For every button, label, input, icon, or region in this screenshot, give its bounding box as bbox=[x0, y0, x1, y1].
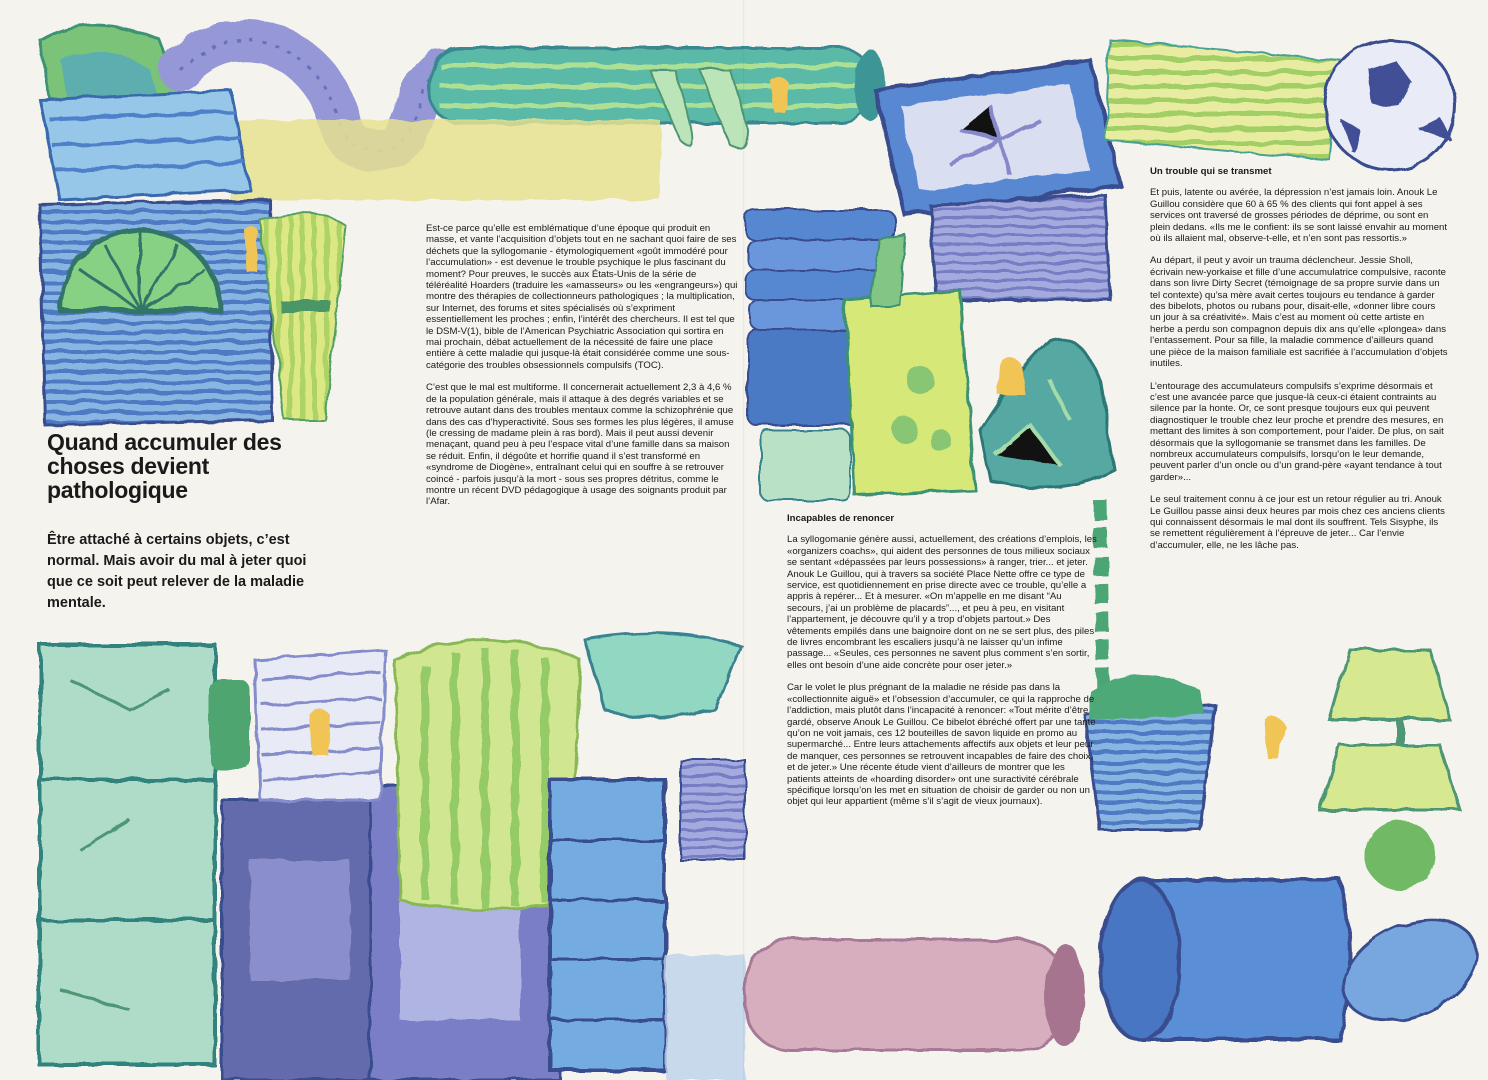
barrel-icon bbox=[1100, 880, 1350, 1040]
rock-pile-icon bbox=[980, 338, 1115, 488]
paragraph: La syllogomanie génère aussi, actuellement, des créations d’emplois, les «organizers coachs», qui aident des personnes de tous milieux sociaux se sentant «dépassées par leurs possessions» à ranger, trier... et jeter. Anouk Le Guillou, qui à travers sa société Place Nette offre ce type de service, est quotidiennement en prise directe avec ce trouble, qu’elle a appris à repérer... Et à mesurer. «On m’appelle en me disant “Au secours, j’ai un problème de placards”..., et peu à peu, en visitant l’appartement, je découvre qu’il y a trop d’objets partout.» Des vêtements empilés dans une baignoire dont on ne se sert plus, des piles de livres encombrant les escaliers jusqu’à ne laisser qu’un infime passage... «Seules, ces personnes ne savent plus comment s’en sortir, elles ont besoin d’une aide concrète pour oser jeter.» bbox=[787, 534, 1097, 671]
section-heading: Un trouble qui se transmet bbox=[1150, 166, 1272, 177]
paragraph: Au départ, il peut y avoir un trauma déclencheur. Jessie Sholl, écrivain new-yorkaise et fille d’une accumulatrice compulsive, raconte dans son livre Dirty Secret (témoignage de sa propre survie dans un tel contexte) qu’sa mère avait certes toujours eu tendance à garder des bibelots, photos ou rubans pour, disait-elle, «donner libre cours un jour à sa créativité». Mais c’est au moment où cette artiste en herbe a perdu son compagnon depuis dix ans qu’elle «plongea» dans l’entassement. Pour sa fille, la maladie commence d’ailleurs quand une pièce de la maison familiale est sacrifiée à l’accumulation d’objets inutiles. bbox=[1150, 255, 1448, 370]
lamp-icon bbox=[1320, 650, 1460, 890]
cupboard-icon bbox=[930, 195, 1110, 300]
soccer-ball-icon bbox=[1325, 40, 1455, 170]
shelf-icon bbox=[550, 780, 665, 1070]
striped-scarf-icon bbox=[1105, 40, 1340, 160]
column-1 bbox=[426, 223, 740, 519]
figurine-icon bbox=[1265, 716, 1287, 758]
basin-icon bbox=[585, 634, 740, 718]
paragraph: Est-ce parce qu’elle est emblématique d’une époque qui produit en masse, et vante l’acquisition d’objets tout en ne sachant quoi faire de ses déchets que la syllogomanie - étymologiquement «goût immodéré pour l’accumulation» - est devenue le trouble psychique le plus fascinant du moment? Pour preuves, le succès aux États-Unis de la série de téléréalité Hoarders (traduire les «amasseurs» ou les «engrangeurs») qui montre des thérapies de collectionneurs pathologiques ; la multiplication, sur Internet, des forums et sites spécialisés où s’expriment essentiellement les proches ; enfin, l’intérêt des chercheurs. Il est tel que le DSM-V(1), bible de l’American Psychiatric Association qui sortira en mai prochain, débat actuellement de la nécessité de faire une place entière à cette maladie qui jusque-là était considérée comme une sous-catégorie des troubles obsessionnels compulsifs (TOC). bbox=[426, 223, 738, 371]
paragraph: L’entourage des accumulateurs compulsifs s’exprime désormais et c’est une avancée parce que jusque-là ceux-ci étaient contraints au silence par la honte. Or, ce sont presque toujours eux qui peuvent diagnostiquer le trouble chez leur proche et prendre des mesures, en mettant des limites à son comportement, pour l’aider. De plus, on sait désormais que la syllogomanie se transmet dans les familles. De nombreux accumulateurs compulsifs, lorsqu’on le leur demande, peuvent parler d’un oncle ou d’un grand-père «ayant tendance à tout garder»... bbox=[1150, 380, 1444, 483]
figurine-icon bbox=[245, 226, 259, 272]
rolled-mats-icon bbox=[745, 940, 1085, 1050]
paragraph: Car le volet le plus prégnant de la maladie ne réside pas dans la «collectionnite aiguë» et l’obsession d’accumuler, ce qui la rapproche de l’addiction, mais plutôt dans l’incapacité à renoncer: «Tout mérite d’être gardé, observe Anouk Le Guillou. Ce bibelot ébréché offert par une tante qu’on ne voit jamais, ces 12 bouteilles de savon liquide en promo au supermarché... Entre leurs attachements affectifs aux objets et leur peur de manquer, ces personnes se retrouvent incapables de faire des choix, et de jeter.» Une récente étude vient d’ailleurs de montrer que les patients atteints de «hoarding disorder» ont une suractivité cérébrale spécifique lorsqu’on les met en situation de choisir de garder ou non un objet qui leur appartient (même s’il s’agit de vieux journaux). bbox=[787, 682, 1096, 808]
vine-chain-icon bbox=[1100, 500, 1103, 700]
book-stack-icon bbox=[680, 760, 745, 860]
figurine-icon bbox=[310, 709, 330, 755]
television-icon bbox=[875, 60, 1120, 215]
paragraph: C’est que le mal est multiforme. Il concernerait actuellement 2,3 à 4,6 % de la population générale, mais il attaque à des degrés variables et se retrouve autant dans des troubles mentaux comme la schizophrénie que dans des cas d’hyperactivité. Sous ses formes les plus légères, il amuse (le cressing de madame plein à ras bord). Mais il peut aussi devenir menaçant, quand peu à peu l’espace vital d’une famille dans sa maison se réduit. Enfin, il dégoûte et horrifie quand il s’est transformé en «syndrome de Diogène», entraînant celui qui en souffre à se retrouver coincé - parfois jusqu’à la mort - sous ses propres détritus, comme le montre un récent DVD pédagogique à usage des soignants produit par l’Afar. bbox=[426, 382, 734, 508]
figurine-icon bbox=[998, 358, 1026, 395]
figurine-icon bbox=[210, 680, 250, 770]
column-2 bbox=[787, 513, 1097, 819]
article-lead: Être attaché à certains objets, c’est normal. Mais avoir du mal à jeter quoi que ce soit peut relever de la maladie mentale. bbox=[47, 532, 307, 611]
rugby-ball-icon bbox=[1328, 900, 1488, 1041]
column-3 bbox=[1150, 166, 1448, 562]
paragraph: Et puis, latente ou avérée, la dépression n’est jamais loin. Anouk Le Guillou considère que 60 à 65 % des clients qui font appel à ses services ont traversé de grosses périodes de déprime, ou sont en plein dedans. «Ils me le confient: ils se sont laissé envahir au moment où ils allaient mal, observe-t-elle, et n’en sont pas ressortis.» bbox=[1150, 187, 1448, 245]
section-heading: Incapables de renoncer bbox=[787, 513, 895, 524]
paragraph: Le seul traitement connu à ce jour est un retour régulier au tri. Anouk Le Guillou passe ainsi deux heures par mois chez ces anciens clients qui connaissent désormais le mal dont ils souffrent. Tels Sisyphe, ils se remettent régulièrement à l’épreuve de jeter... Car l’envie d’accumuler, elle, ne les lâche pas. bbox=[1150, 494, 1445, 551]
page-gutter bbox=[743, 0, 745, 1080]
bucket-icon bbox=[40, 90, 250, 200]
article-title: Quand accumuler des choses devient pathologique bbox=[47, 429, 282, 503]
basin-icon bbox=[1085, 675, 1215, 830]
cupboard-icon bbox=[40, 645, 215, 1065]
